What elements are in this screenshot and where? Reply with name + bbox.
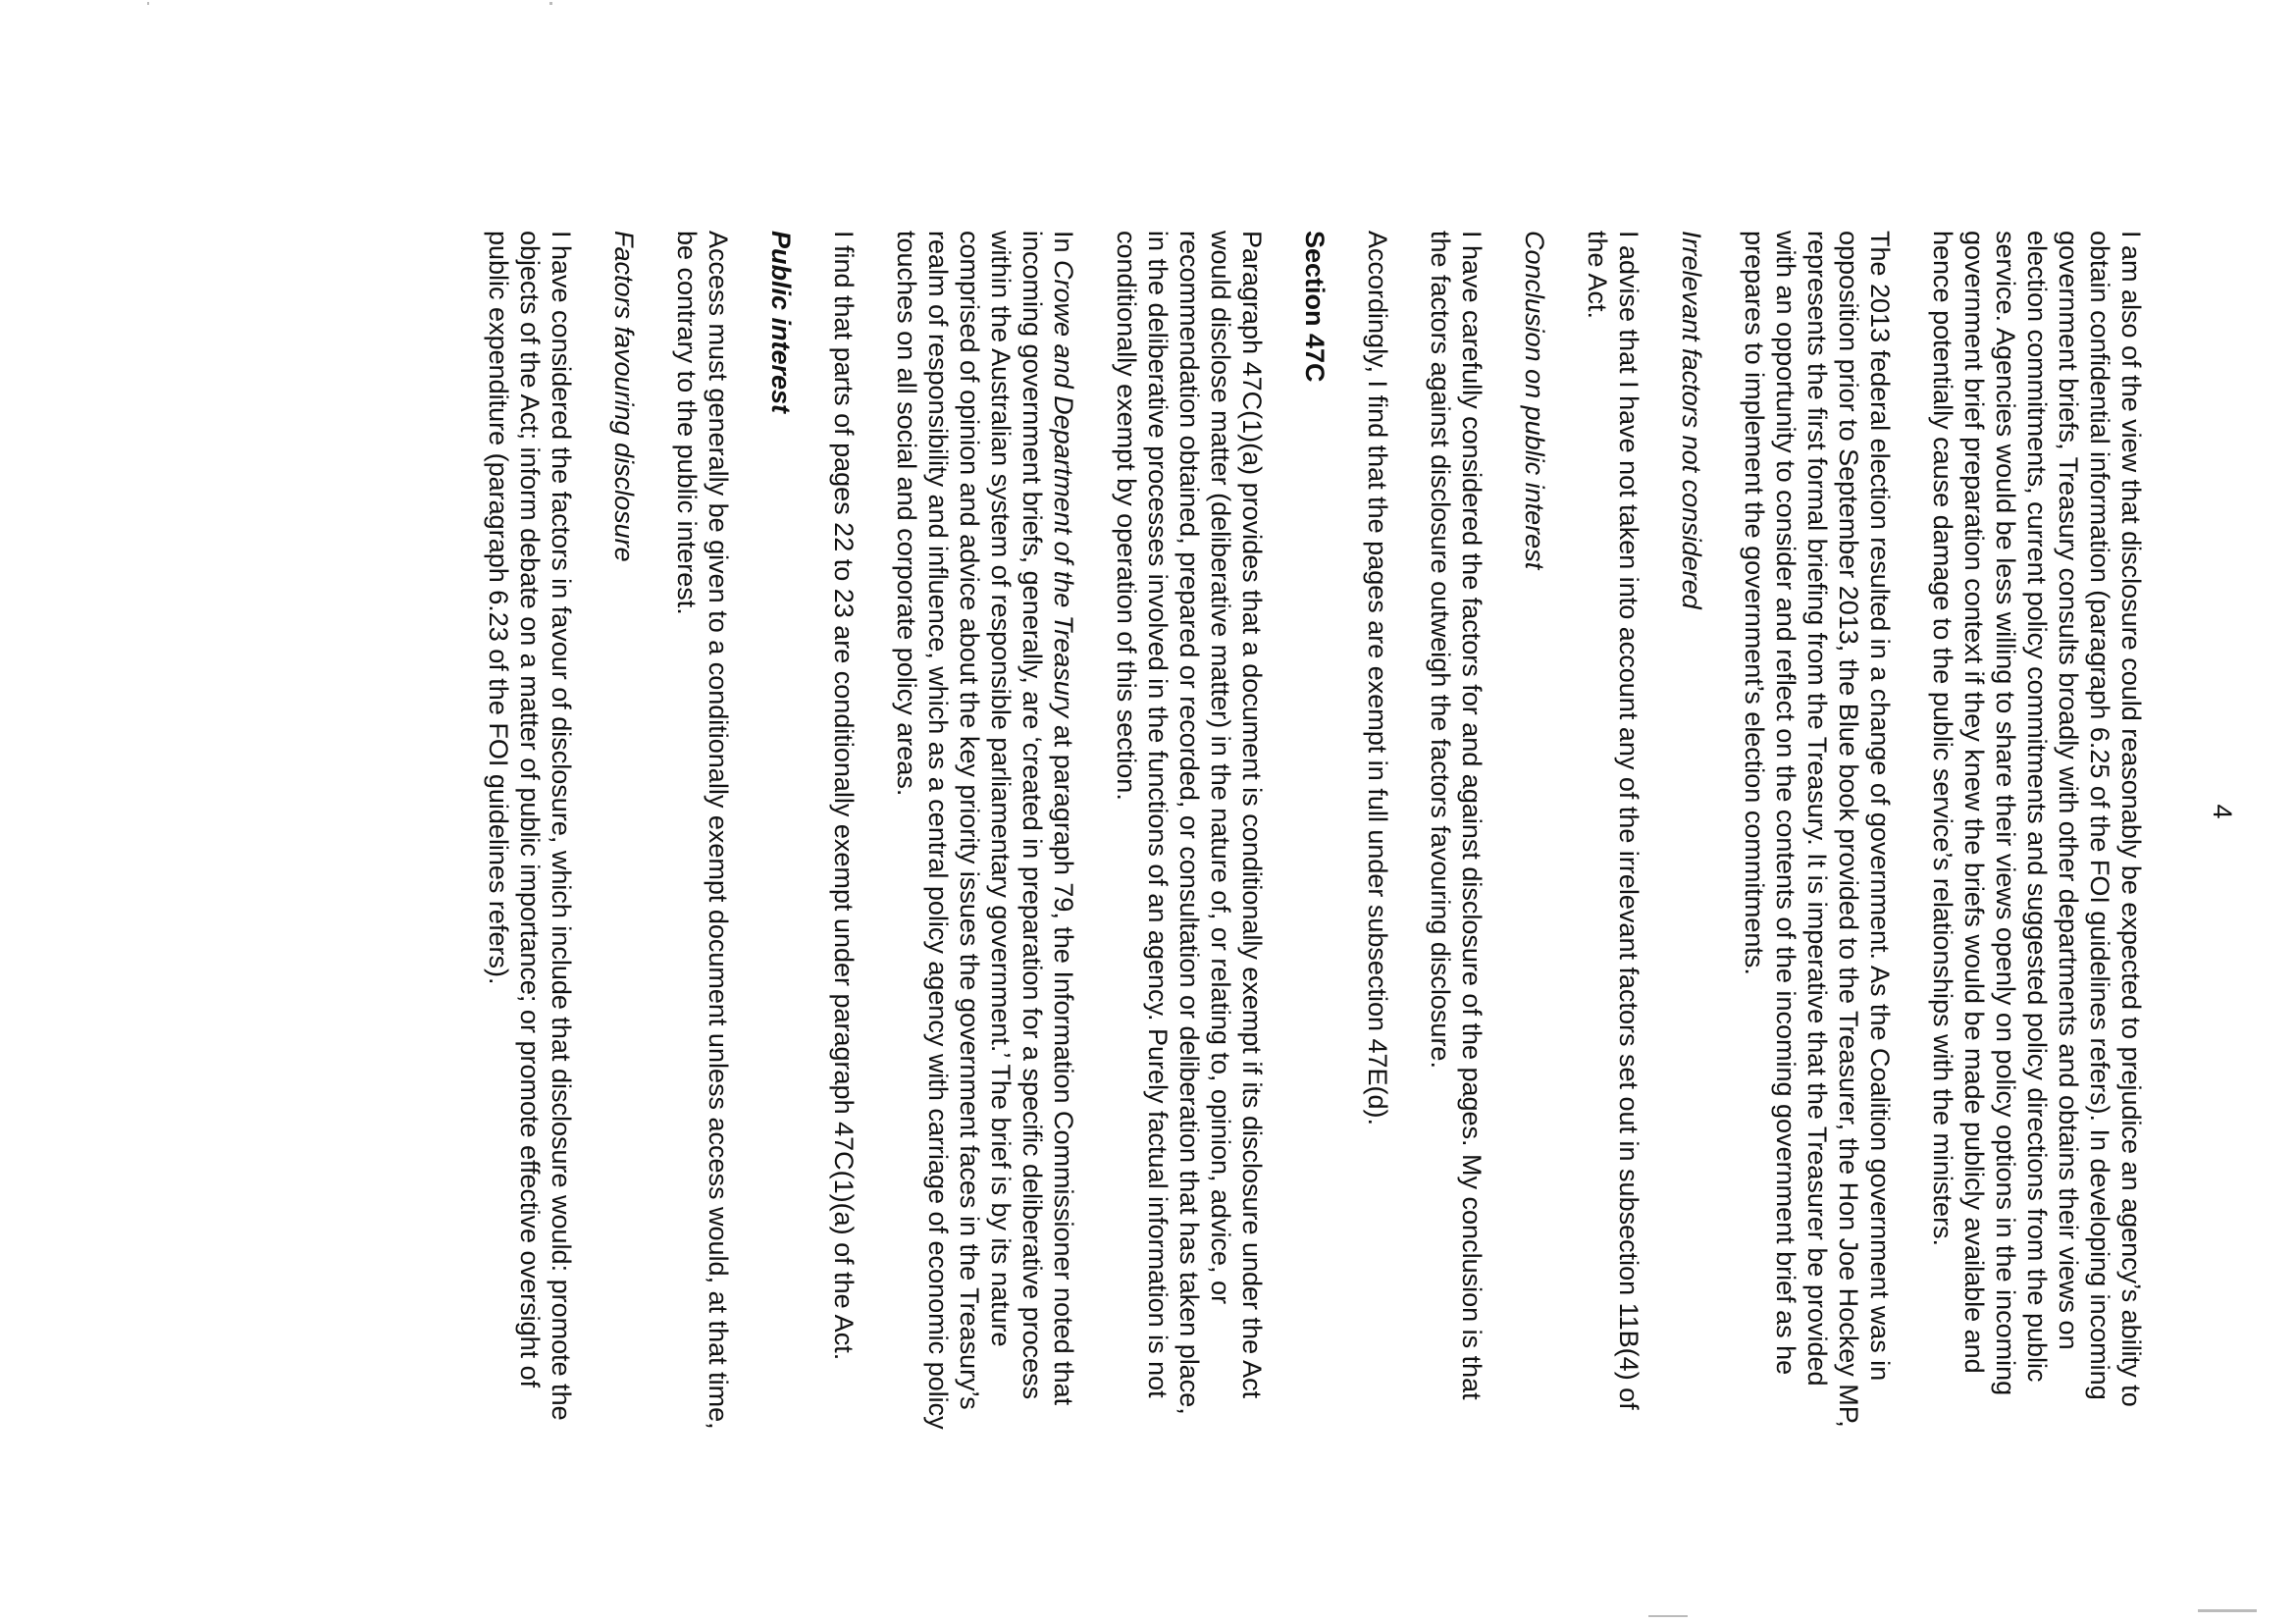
paragraph-47c-definition: Paragraph 47C(1)(a) provides that a document is conditionally exempt if its disclosure under the Act would disclose matter (deliberative matter) in the nature of, or relating to, opinion, advice, or recommendation obtained, prepared or recorded, or consultation or deliberation that has taken place, in the deliberative processes involved in the functions of an agency. Purely factual information is not conditionally exempt by operation of this section. <box>1112 231 1267 1415</box>
scan-speck <box>1648 1615 1688 1617</box>
page-number: 4 <box>2208 804 2237 819</box>
paragraph-factors-in-favour: I have considered the factors in favour of disclosure, which include that disclosure would: promote the objects of the Act; inform debate on a matter of public importance; or promote effective oversight of public expenditure (paragraph 6.23 of the FOI guidelines refers). <box>484 231 576 1421</box>
case-name: Crowe and Department of the Treasury <box>1049 260 1078 718</box>
heading-section-47c: Section 47C <box>1300 231 1330 383</box>
paragraph-change-of-government: The 2013 federal election resulted in a change of government. As the Coalition government was in opposition prior to September 2013, the Blue book provided to the Treasurer, the Hon Joe Hockey MP, represents the first formal briefing from the Treasury. It is imperative that the Treasurer be provided with an opportunity to consider and reflect on the contents of the incoming government brief as he prepares to implement the government’s election commitments. <box>1740 231 1895 1428</box>
scan-speck <box>147 2 149 5</box>
document-body <box>451 231 2147 1438</box>
paragraph-exempt-47e: Accordingly, I find that the pages are exempt in full under subsection 47E(d). <box>1363 231 1392 1126</box>
heading-conclusion-public-interest: Conclusion on public interest <box>1520 231 1549 570</box>
crowe-intro-text: In <box>1049 231 1078 261</box>
paragraph-pages-conditionally-exempt: I find that parts of pages 22 to 23 are conditionally exempt under paragraph 47C(1)(a) of the Act. <box>829 231 859 1361</box>
paragraph-access-generally-given: Access must generally be given to a conditionally exempt document unless access would, at that time, be contrary to the public interest. <box>672 231 733 1430</box>
paragraph-conclusion: I have carefully considered the factors for and against disclosure of the pages. My conclusion is that the factors against disclosure outweigh the factors favouring disclosure. <box>1426 231 1487 1400</box>
scan-speck <box>2198 1609 2257 1612</box>
crowe-body-text: at paragraph 79, the Information Commissioner noted that incoming government briefs, generally, are ‘created in preparation for a specific deliberative process within the Australian system of responsible parliamentary government.’ The brief is by its nature comprised of opinion and advice about the key priority issues the government faces in the Treasury’s realm of responsibility and influence, which as a central policy agency with carriage of economic policy touches on all social and corporate policy areas. <box>892 231 1078 1430</box>
paragraph-confidential-information: I am also of the view that disclosure could reasonably be expected to prejudice an agency’s ability to obtain confidential information (paragraph 6.25 of the FOI guidelines refers). In developing incoming government briefs, Treasury consults broadly with other departments and obtains their views on election commitments, current policy commitments and suggested policy directions from the public service. Agencies would be less willing to share their views openly on policy options in the incoming government brief preparation context if they knew the briefs would be made publicly available and hence potentially cause damage to the public service’s relationships with the ministers. <box>1928 231 2146 1407</box>
paragraph-crowe-case <box>891 231 1079 1438</box>
heading-factors-favouring-disclosure: Factors favouring disclosure <box>609 231 639 562</box>
paragraph-irrelevant-factors: I advise that I have not taken into account any of the irrelevant factors set out in subsection 11B(4) of the Act. <box>1583 231 1644 1410</box>
heading-public-interest: Public interest <box>766 231 796 414</box>
heading-irrelevant-factors: Irrelevant factors not considered <box>1677 231 1706 609</box>
scan-speck <box>549 2 552 5</box>
